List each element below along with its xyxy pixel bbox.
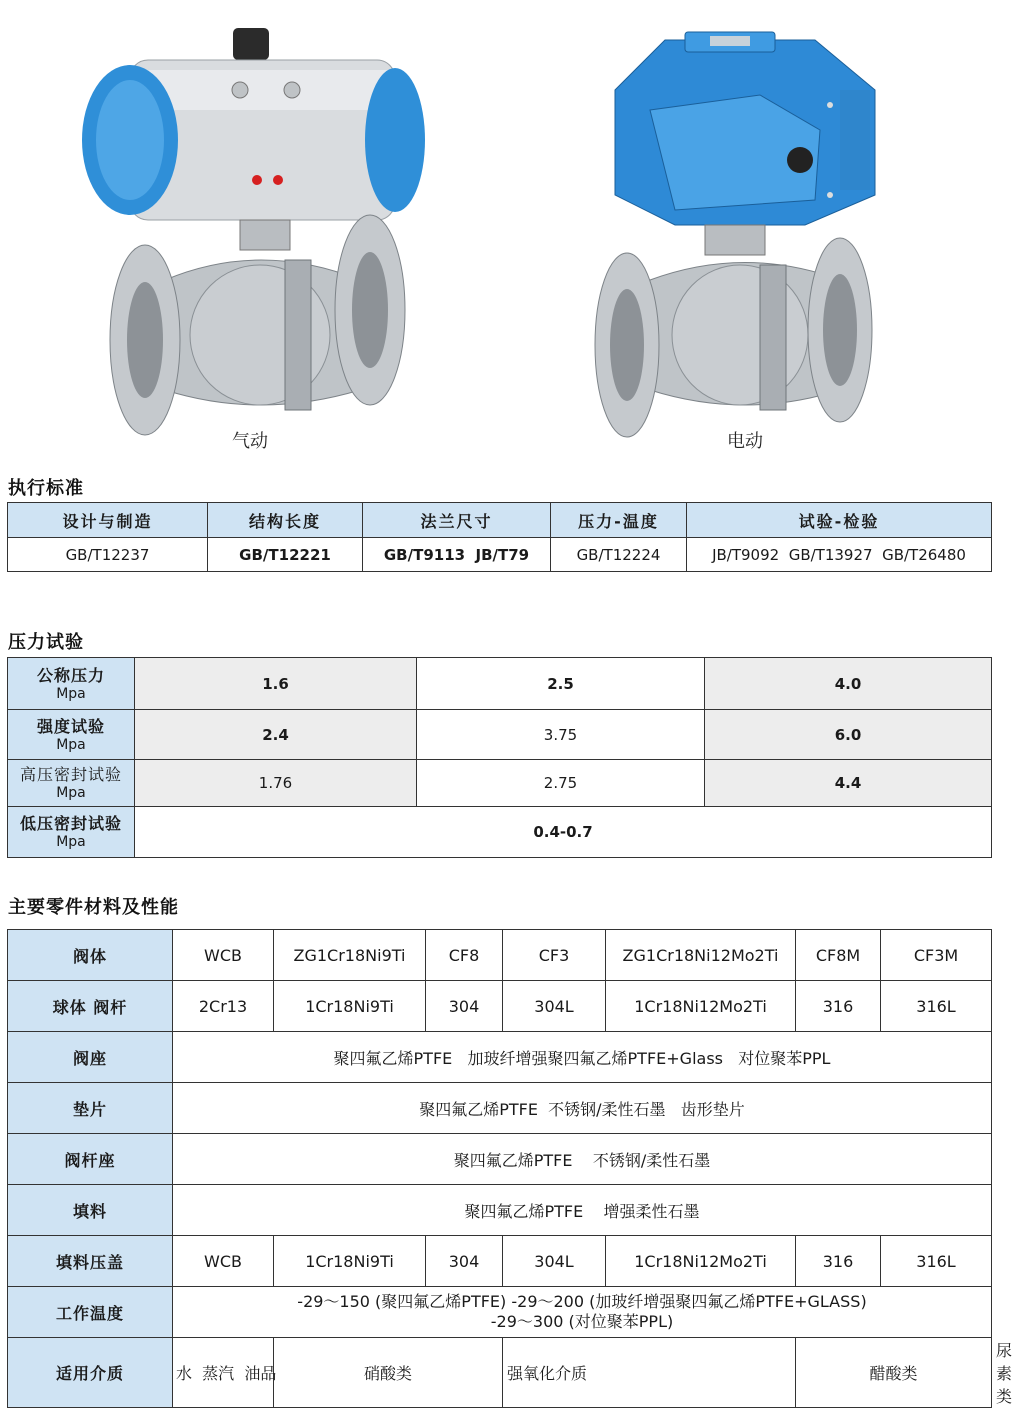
temperature-line-2: -29～300 (对位聚苯PPL) [490, 1312, 674, 1331]
pressure-label-strength: 强度试验 Mpa [8, 710, 135, 760]
material-body-6: CF8M [796, 930, 881, 981]
pressure-nominal-3: 4.0 [705, 658, 992, 710]
pressure-strength-1: 2.4 [135, 710, 417, 760]
pressure-strength-3: 6.0 [705, 710, 992, 760]
material-ball-stem-5: 1Cr18Ni12Mo2Ti [606, 981, 796, 1032]
material-stem-seat-value: 聚四氟乙烯PTFE 不锈钢/柔性石墨 [173, 1134, 992, 1185]
material-temperature-value [173, 1287, 992, 1338]
material-gland-6: 316 [796, 1236, 881, 1287]
std-value-length: GB/T12221 [208, 538, 363, 572]
material-ball-stem-7: 316L [881, 981, 992, 1032]
media-water-steam-oil: 水 蒸汽 油品 [173, 1338, 274, 1408]
materials-table: 阀体 WCB ZG1Cr18Ni9Ti CF8 CF3 ZG1Cr18Ni12Mo2Ti CF8M CF3M 球体 阀杆 2Cr13 1Cr18Ni9Ti 304 304L 1Cr18Ni12Mo2Ti 316 316L 阀座 聚四氟乙烯PTFE 加玻纤增强聚四氟乙烯PTFE+Glass 对位聚苯PPL 垫片 聚四氟乙烯PTFE 不锈钢/柔性石墨 齿形垫片 阀杆座 聚四氟乙烯PTFE 不锈钢/柔性石墨 填料 聚四氟乙烯PTFE 增强柔性石墨 填料压盖 WCB 1Cr18Ni9Ti 304 304L 1Cr18Ni12Mo2Ti 316 316L 工作温度 -29～150 (聚四氟乙烯PTFE) -29～200 (加玻纤增强聚四氟乙烯PTFE+GLASS) -29～300 (对位聚苯PPL) 适用介质 水 蒸汽 油品 硝酸类 强氧化介质 醋酸类 尿素类 [7, 929, 992, 1408]
manual-knob [787, 147, 813, 173]
material-ball-stem-3: 304 [426, 981, 503, 1032]
material-ball-stem-4: 304L [503, 981, 606, 1032]
std-header-design: 设计与制造 [8, 503, 208, 538]
temperature-line-1: -29～150 (聚四氟乙烯PTFE) -29～200 (加玻纤增强聚四氟乙烯PTFE+GLASS) [297, 1292, 867, 1311]
material-body-2: ZG1Cr18Ni9Ti [274, 930, 426, 981]
media-acetic-acid: 醋酸类 [796, 1338, 992, 1408]
pneumatic-caption: 气动 [232, 431, 268, 452]
material-label-gasket: 垫片 [8, 1083, 173, 1134]
standards-table [7, 502, 992, 572]
material-body-5: ZG1Cr18Ni12Mo2Ti [606, 930, 796, 981]
electric-ball-valve-image [555, 10, 935, 430]
material-body-3: CF8 [426, 930, 503, 981]
pressure-high-seal-3: 4.4 [705, 760, 992, 807]
material-body-4: CF3 [503, 930, 606, 981]
material-label-media: 适用介质 [8, 1338, 173, 1408]
material-gland-2: 1Cr18Ni9Ti [274, 1236, 426, 1287]
material-gland-7: 316L [881, 1236, 992, 1287]
material-label-temperature: 工作温度 [8, 1287, 173, 1338]
materials-title: 主要零件材料及性能 [8, 897, 179, 918]
actuator-right-cap [365, 68, 425, 212]
pressure-high-seal-1: 1.76 [135, 760, 417, 807]
std-header-test: 试验-检验 [687, 503, 992, 538]
material-packing-value: 聚四氟乙烯PTFE 增强柔性石墨 [173, 1185, 992, 1236]
material-ball-stem-1: 2Cr13 [173, 981, 274, 1032]
material-gland-1: WCB [173, 1236, 274, 1287]
standards-title: 执行标准 [8, 478, 84, 499]
material-gasket-value: 聚四氟乙烯PTFE 不锈钢/柔性石墨 齿形垫片 [173, 1083, 992, 1134]
material-label-seat: 阀座 [8, 1032, 173, 1083]
material-gland-3: 304 [426, 1236, 503, 1287]
std-header-pressure-temp: 压力-温度 [551, 503, 687, 538]
std-header-length: 结构长度 [208, 503, 363, 538]
std-value-flange: GB/T9113 JB/T79 [363, 538, 551, 572]
material-gland-4: 304L [503, 1236, 606, 1287]
material-seat-value: 聚四氟乙烯PTFE 加玻纤增强聚四氟乙烯PTFE+Glass 对位聚苯PPL [173, 1032, 992, 1083]
pressure-test-table [7, 657, 992, 858]
pressure-title: 压力试验 [8, 632, 84, 653]
media-strong-oxidizer: 强氧化介质 [503, 1338, 796, 1408]
pressure-label-low-seal: 低压密封试验 Mpa [8, 807, 135, 858]
pressure-high-seal-2: 2.75 [417, 760, 705, 807]
material-label-gland: 填料压盖 [8, 1236, 173, 1287]
std-value-test: JB/T9092 GB/T13927 GB/T26480 [687, 538, 992, 572]
pressure-strength-2: 3.75 [417, 710, 705, 760]
std-header-flange: 法兰尺寸 [363, 503, 551, 538]
material-label-stem-seat: 阀杆座 [8, 1134, 173, 1185]
material-gland-5: 1Cr18Ni12Mo2Ti [606, 1236, 796, 1287]
media-nitric-acid: 硝酸类 [274, 1338, 503, 1408]
material-body-1: WCB [173, 930, 274, 981]
std-value-pressure-temp: GB/T12224 [551, 538, 687, 572]
material-ball-stem-6: 316 [796, 981, 881, 1032]
material-label-body: 阀体 [8, 930, 173, 981]
electric-caption: 电动 [727, 431, 763, 452]
std-value-design: GB/T12237 [8, 538, 208, 572]
pressure-nominal-2: 2.5 [417, 658, 705, 710]
pressure-low-seal-value: 0.4-0.7 [135, 807, 992, 858]
pneumatic-ball-valve-image [70, 10, 450, 430]
pressure-nominal-1: 1.6 [135, 658, 417, 710]
actuator-indicator [233, 28, 269, 60]
material-label-packing: 填料 [8, 1185, 173, 1236]
pressure-label-high-seal: 高压密封试验 Mpa [8, 760, 135, 807]
material-label-ball-stem: 球体 阀杆 [8, 981, 173, 1032]
material-body-7: CF3M [881, 930, 992, 981]
pressure-label-nominal: 公称压力 Mpa [8, 658, 135, 710]
material-ball-stem-2: 1Cr18Ni9Ti [274, 981, 426, 1032]
